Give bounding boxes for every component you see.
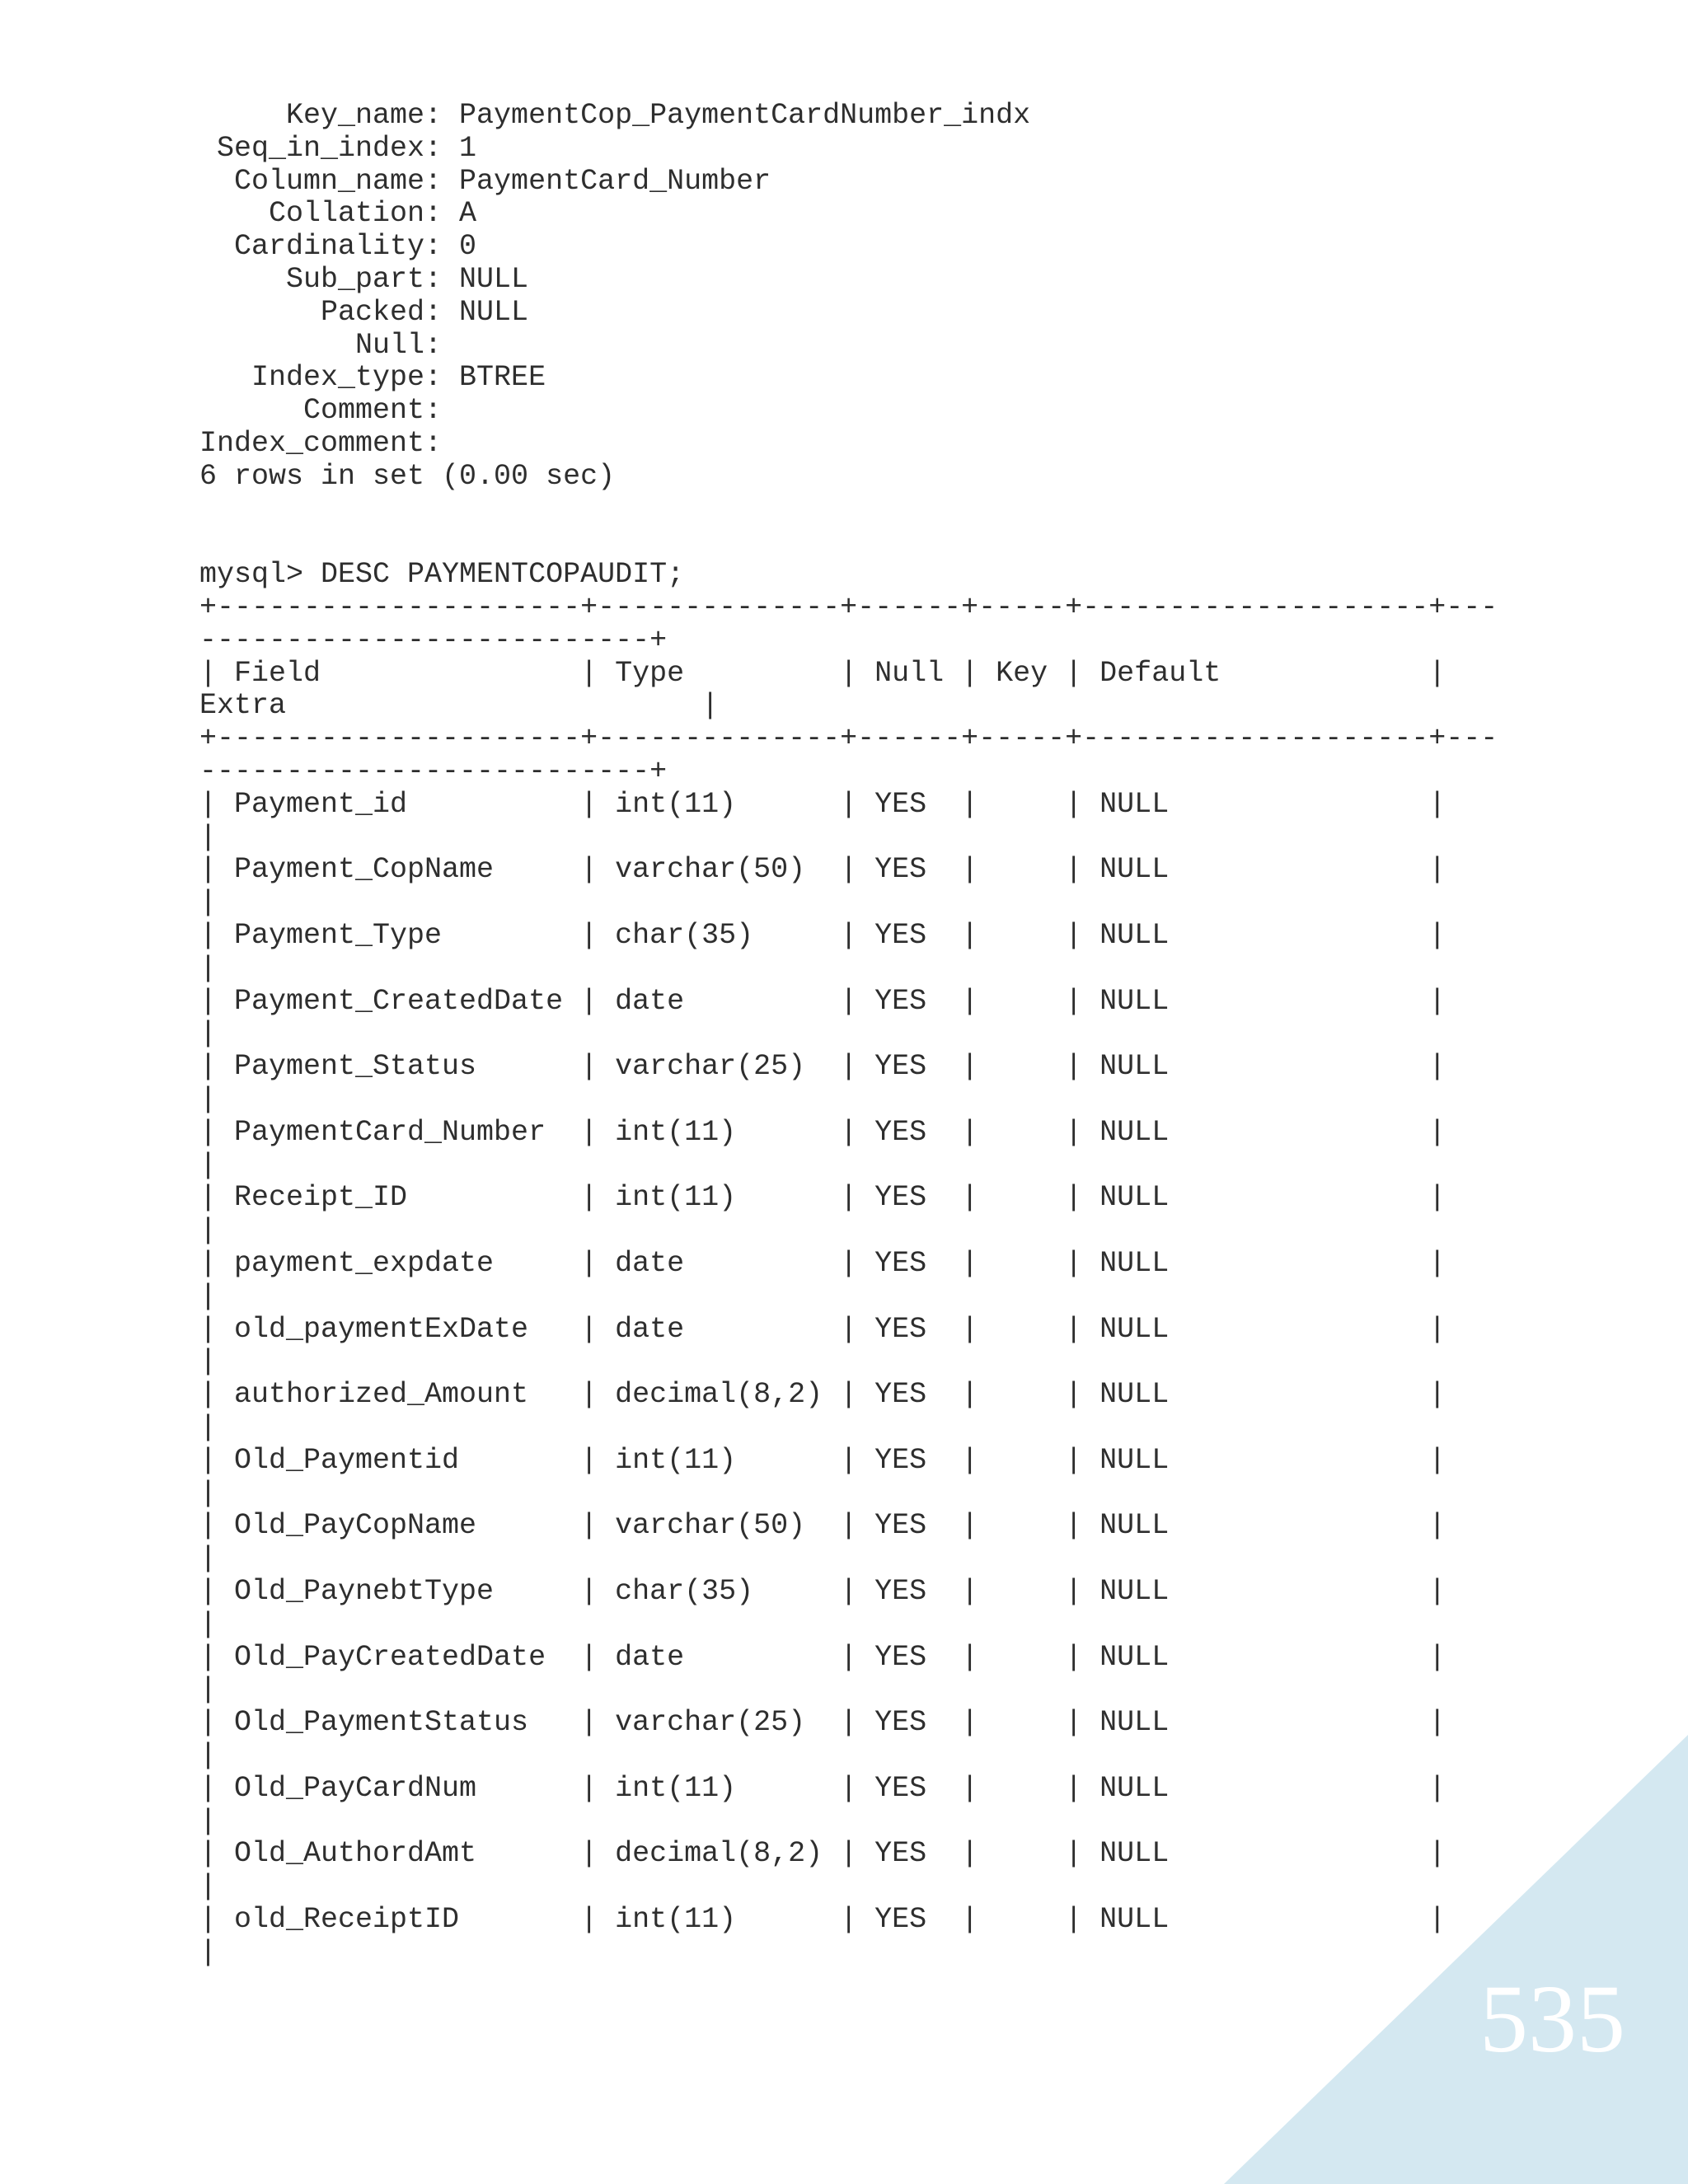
index-info-line: Key_name: PaymentCop_PaymentCardNumber_indx bbox=[199, 99, 1031, 132]
table-row: | PaymentCard_Number | int(11) | YES | | NULL | bbox=[199, 1115, 1447, 1149]
table-row-wrap: | bbox=[199, 1411, 218, 1444]
index-info-line: 6 rows in set (0.00 sec) bbox=[199, 459, 616, 493]
table-row: | Payment_CopName | varchar(50) | YES | | NULL | bbox=[199, 853, 1447, 887]
index-info-line: Index_type: BTREE bbox=[199, 361, 546, 395]
table-row-wrap: | bbox=[199, 1214, 218, 1248]
table-row: | Payment_Status | varchar(25) | YES | | NULL | bbox=[199, 1050, 1447, 1084]
table-row: | Old_Paymentid | int(11) | YES | | NULL | bbox=[199, 1443, 1447, 1477]
table-header-line: --------------------------+ bbox=[199, 623, 668, 657]
table-row: | Old_PayCopName | varchar(50) | YES | | NULL | bbox=[199, 1509, 1447, 1543]
table-row-wrap: | bbox=[199, 1607, 218, 1641]
mysql-command: mysql> DESC PAYMENTCOPAUDIT; bbox=[199, 558, 685, 592]
table-row-wrap: | bbox=[199, 1017, 218, 1051]
table-row: | Receipt_ID | int(11) | YES | | NULL | bbox=[199, 1181, 1447, 1215]
table-row: | Old_PayCardNum | int(11) | YES | | NULL | bbox=[199, 1771, 1447, 1805]
index-info-line: Sub_part: NULL bbox=[199, 263, 529, 296]
table-row-wrap: | bbox=[199, 1083, 218, 1116]
table-row-wrap: | bbox=[199, 1935, 218, 1969]
table-header-line: +---------------------+--------------+------+-----+--------------------+--- bbox=[199, 722, 1498, 756]
table-row-wrap: | bbox=[199, 1476, 218, 1510]
index-info-line: Cardinality: 0 bbox=[199, 230, 477, 264]
table-row-wrap: | bbox=[199, 1345, 218, 1379]
table-row: | Old_PaymentStatus | varchar(25) | YES | | NULL | bbox=[199, 1706, 1447, 1740]
table-row-wrap: | bbox=[199, 820, 218, 854]
table-row-wrap: | bbox=[199, 1542, 218, 1576]
table-row-wrap: | bbox=[199, 886, 218, 920]
index-info-line: Comment: bbox=[199, 394, 460, 428]
table-row: | Old_AuthordAmt | decimal(8,2) | YES | | NULL | bbox=[199, 1837, 1447, 1871]
index-info-line: Packed: NULL bbox=[199, 295, 529, 329]
table-row: | old_ReceiptID | int(11) | YES | | NULL | bbox=[199, 1903, 1447, 1936]
index-info-line: Null: bbox=[199, 328, 460, 362]
table-row-wrap: | bbox=[199, 1804, 218, 1838]
table-header-line: Extra | bbox=[199, 689, 720, 723]
table-row-wrap: | bbox=[199, 1673, 218, 1707]
page-number: 535 bbox=[1479, 1965, 1625, 2073]
table-row-wrap: | bbox=[199, 951, 218, 985]
table-row: | Payment_Type | char(35) | YES | | NULL | bbox=[199, 919, 1447, 952]
table-row-wrap: | bbox=[199, 1279, 218, 1313]
index-info-line: Index_comment: bbox=[199, 427, 460, 460]
table-row-wrap: | bbox=[199, 1870, 218, 1904]
table-row: | Old_PaynebtType | char(35) | YES | | NULL | bbox=[199, 1575, 1447, 1608]
table-row: | old_paymentExDate | date | YES | | NULL | bbox=[199, 1312, 1447, 1346]
table-header-line: --------------------------+ bbox=[199, 755, 668, 788]
index-info-line: Collation: A bbox=[199, 197, 477, 231]
table-row-wrap: | bbox=[199, 1148, 218, 1182]
table-header-line: | Field | Type | Null | Key | Default | bbox=[199, 656, 1447, 690]
table-row: | Payment_CreatedDate | date | YES | | NULL | bbox=[199, 984, 1447, 1018]
index-info-line: Column_name: PaymentCard_Number bbox=[199, 164, 771, 198]
table-row: | payment_expdate | date | YES | | NULL | bbox=[199, 1247, 1447, 1280]
table-header-line: +---------------------+--------------+------+-----+--------------------+--- bbox=[199, 591, 1498, 624]
table-row: | authorized_Amount | decimal(8,2) | YES | | NULL | bbox=[199, 1378, 1447, 1412]
table-row-wrap: | bbox=[199, 1739, 218, 1772]
index-info-line: Seq_in_index: 1 bbox=[199, 131, 477, 165]
table-row: | Payment_id | int(11) | YES | | NULL | bbox=[199, 787, 1447, 821]
table-row: | Old_PayCreatedDate | date | YES | | NULL | bbox=[199, 1640, 1447, 1674]
